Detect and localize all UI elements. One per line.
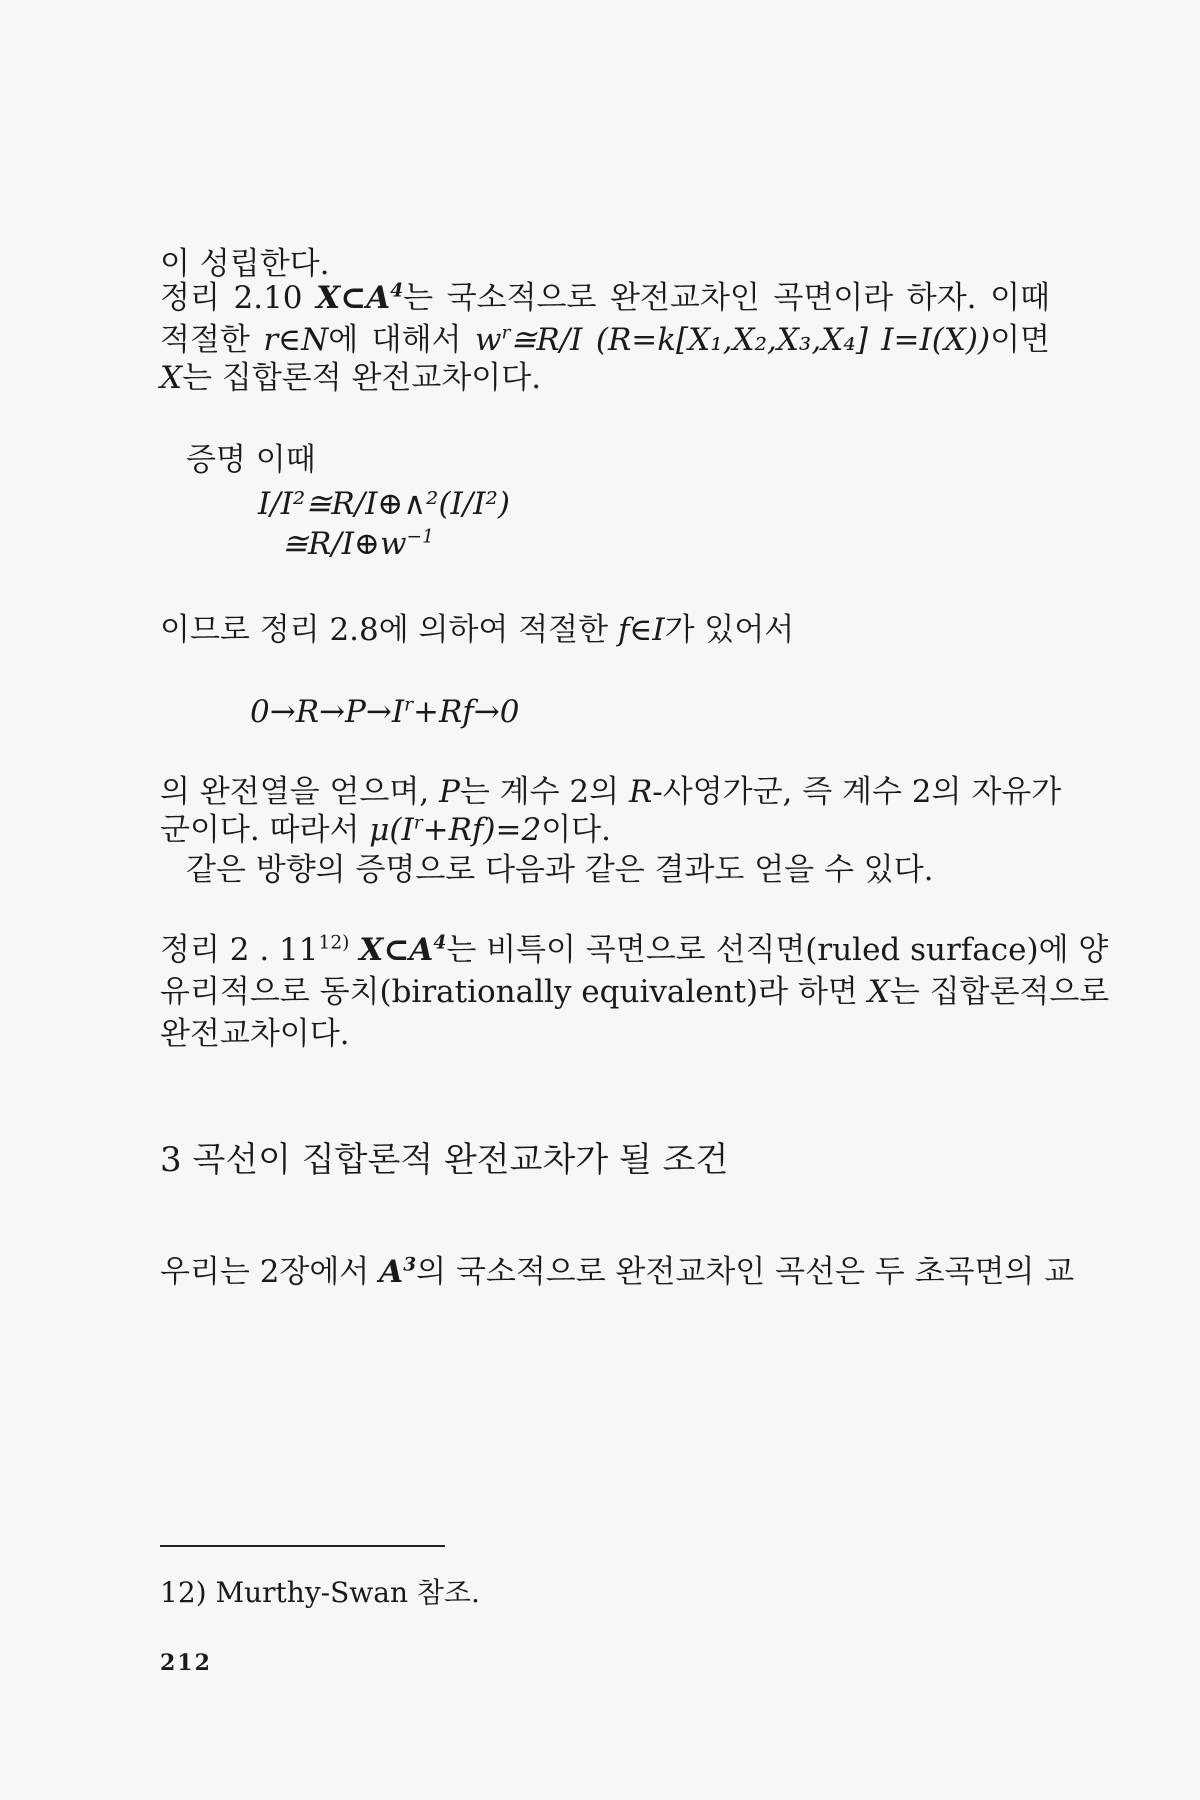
text-line-9	[160, 772, 1062, 812]
math-inline: $X\subset A^4$	[316, 280, 404, 316]
text-line-16	[160, 1252, 1075, 1292]
text-span: 우리는 2장에서	[160, 1254, 370, 1290]
theorem-2-11-line	[160, 930, 1109, 970]
text-line-10	[160, 810, 611, 850]
math-inline: P	[439, 774, 460, 810]
text-span: 이면	[990, 322, 1050, 358]
text-span: 유리적으로 동치(birationally equivalent)라 하면	[160, 974, 858, 1010]
text-span: 의 국소적으로 완전교차인 곡선은 두 초곡면의 교	[416, 1254, 1075, 1290]
math-inline: X	[867, 974, 890, 1010]
text-span: 는 국소적으로 완전교차인 곡면이라 하자. 이때	[403, 280, 1050, 316]
text-line-11: 같은 방향의 증명으로 다음과 같은 결과도 얻을 수 있다.	[186, 852, 934, 888]
math-inline: I=I(X))	[881, 322, 991, 358]
section-title: 3 곡선이 집합론적 완전교차가 될 조건	[160, 1140, 729, 1180]
text-span: 이다.	[541, 812, 611, 848]
equation-2: $≅R/I\oplus w^{-1}$	[282, 526, 434, 562]
text-span: 에 대해서	[328, 322, 462, 358]
math-inline: $w^r≅R/I$	[474, 322, 583, 358]
text-span: 는 집합론적 완전교차이다.	[182, 360, 542, 396]
text-span: 군이다. 따라서	[160, 812, 360, 848]
math-inline: $\mu(I^r+Rf)=2$	[369, 812, 542, 848]
page-number: 212	[160, 1650, 212, 1676]
text-span: 는 비특이 곡면으로 선직면(ruled surface)에 양	[446, 932, 1109, 968]
theorem-2-10-line	[160, 278, 1050, 318]
theorem-label: 정리 2 . 11$^{12)}$	[160, 932, 350, 968]
math-inline: (R=k[X₁,X₂,X₃,X₄]	[595, 322, 868, 358]
text-line-3	[160, 320, 1050, 360]
text-line-7	[160, 610, 794, 650]
text-span: 의 완전열을 얻으며,	[160, 774, 430, 810]
math-inline: r∈N	[263, 322, 329, 358]
text-span: 가 있어서	[664, 612, 795, 648]
text-line-13	[160, 972, 1110, 1012]
text-span: -사영가군, 즉 계수 2의 자유가	[652, 774, 1062, 810]
math-inline: R	[628, 774, 653, 810]
footnote: 12) Murthy-Swan 참조.	[160, 1576, 480, 1609]
math-inline: $A^3$	[379, 1254, 417, 1290]
theorem-label: 정리 2.10	[160, 280, 303, 316]
text-span: 는 계수 2의	[459, 774, 620, 810]
text-span: 적절한	[160, 322, 250, 358]
text-span: 이므로 정리 2.8에 의하여 적절한	[160, 612, 609, 648]
equation-3: $0\to R\to P\to I^r+Rf\to 0$	[250, 694, 520, 730]
math-inline: X	[160, 360, 183, 396]
text-span: 는 집합론적으로	[889, 974, 1110, 1010]
proof-label: 증명 이때	[186, 442, 316, 478]
math-inline: $X\subset A^4$	[359, 932, 447, 968]
math-inline: f∈I	[617, 612, 665, 648]
equation-1: I/I²≅R/I⊕∧²(I/I²)	[258, 486, 511, 522]
footnote-divider	[160, 1545, 445, 1547]
text-line-4	[160, 358, 541, 398]
text-line-14: 완전교차이다.	[160, 1016, 350, 1052]
text-span: 이 성립한다.	[160, 246, 330, 282]
